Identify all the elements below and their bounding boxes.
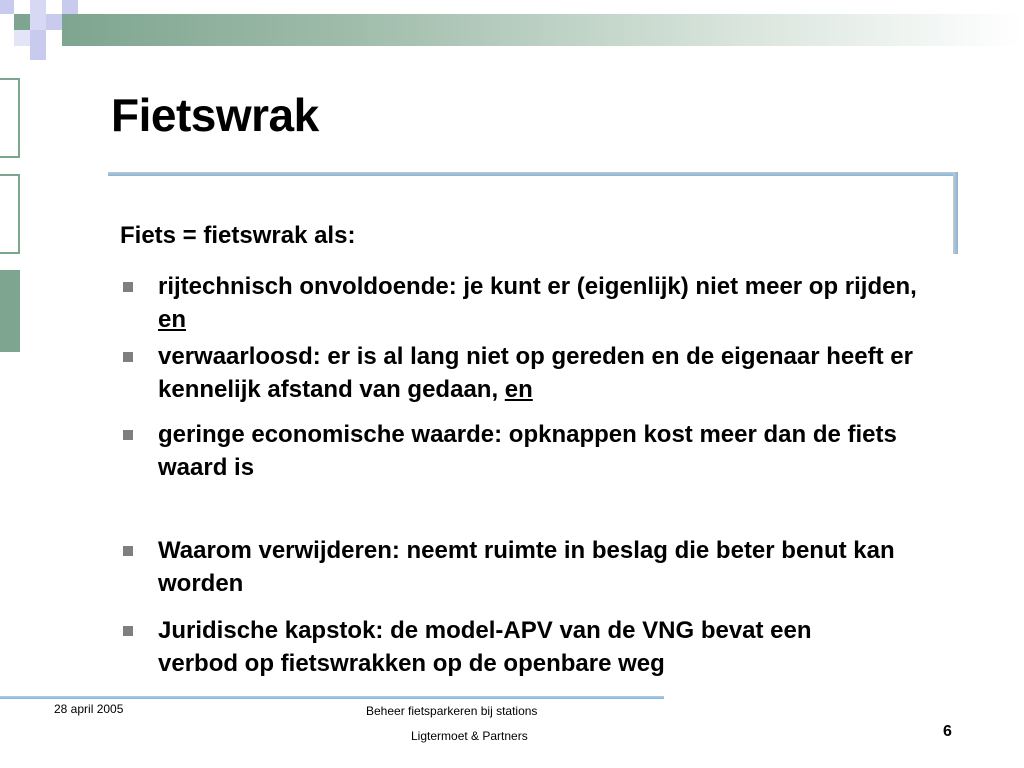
footer-rule — [0, 696, 664, 699]
deco-square-lavender-3 — [46, 14, 62, 30]
footer-presentation-title: Beheer fietsparkeren bij stations — [366, 704, 538, 718]
bullet-emph: en — [158, 306, 187, 333]
bullet-text: rijtechnisch onvoldoende: je kunt er (eigenlijk) niet meer op rijden, — [158, 273, 917, 300]
deco-square-lavender-1 — [0, 0, 14, 14]
header-gradient-band — [62, 14, 1024, 46]
bullet-text-3 — [158, 418, 898, 484]
bullet-text: verwaarloosd: er is al lang niet op gereden en de eigenaar heeft er kennelijk afstand van gedaan, — [158, 343, 913, 403]
bullet-text-5 — [158, 614, 898, 680]
bullet-emph: en — [504, 376, 533, 403]
bullet-square-icon — [123, 626, 133, 636]
bullet-square-icon — [123, 430, 133, 440]
bullet-square-icon — [123, 282, 133, 292]
footer-author: Ligtermoet & Partners — [411, 729, 528, 743]
bullet-text-1 — [158, 270, 928, 336]
bullet-text: geringe economische waarde: opknappen kost meer dan de fiets waard is — [158, 421, 897, 481]
title-underline — [108, 172, 958, 176]
bullet-text-4 — [158, 534, 898, 600]
bullet-text: Juridische kapstok: de model-APV van de VNG bevat een verbod op fietswrakken op de openbare weg — [158, 617, 812, 677]
bullet-text-2 — [158, 340, 928, 406]
deco-square-lavender-2 — [30, 0, 46, 30]
footer-date: 28 april 2005 — [54, 702, 124, 716]
deco-left-rect-2 — [0, 174, 20, 254]
bullet-text: Waarom verwijderen: neemt ruimte in beslag die beter benut kan worden — [158, 537, 895, 597]
page-number: 6 — [943, 723, 952, 740]
bullet-square-icon — [123, 352, 133, 362]
deco-square-lavender-5 — [30, 30, 46, 60]
intro-line: Fiets = fietswrak als: — [120, 222, 356, 249]
deco-left-rect-1 — [0, 78, 20, 158]
bullet-square-icon — [123, 546, 133, 556]
deco-left-rect-3 — [0, 270, 20, 352]
deco-square-lavender-4 — [62, 0, 78, 14]
title-side-rule — [953, 172, 958, 254]
deco-square-lavender-6 — [14, 30, 30, 46]
deco-square-green-1 — [14, 14, 30, 30]
slide-title: Fietswrak — [111, 89, 319, 141]
